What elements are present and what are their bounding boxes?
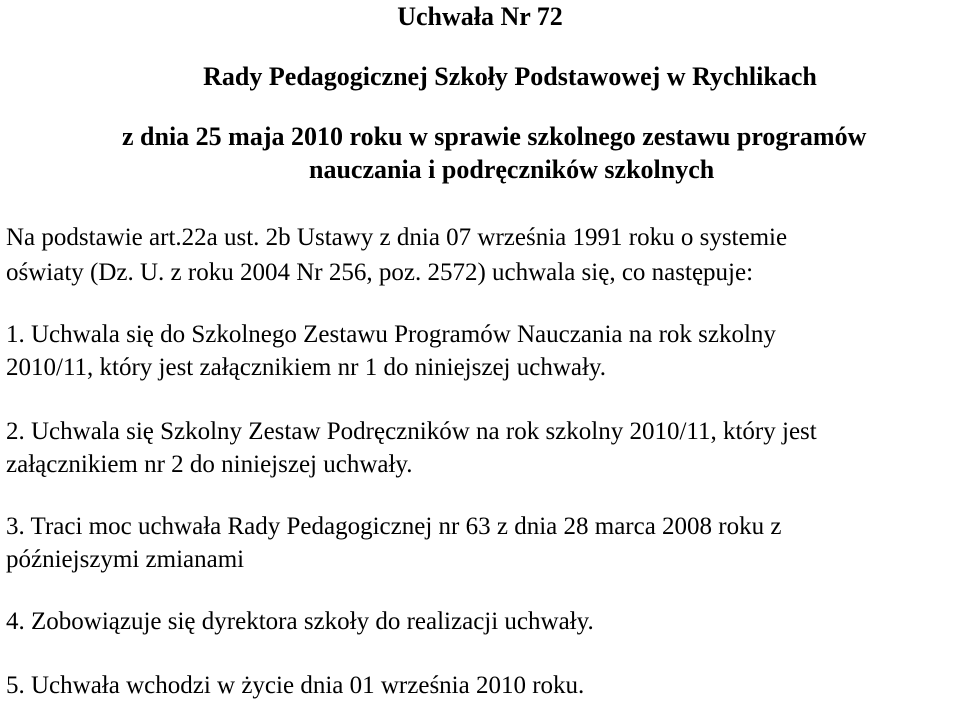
point-3-line-2: późniejszymi zmianami	[6, 546, 245, 573]
heading-line-2: nauczania i podręczników szkolnych	[309, 155, 715, 184]
point-2-line-2: załącznikiem nr 2 do niniejszej uchwały.	[6, 451, 413, 478]
point-4: 4. Zobowiązuje się dyrektora szkoły do realizacji uchwały.	[6, 608, 594, 635]
point-2-line-1: 2. Uchwala się Szkolny Zestaw Podręczników na rok szkolny 2010/11, który jest	[6, 418, 817, 445]
heading-line-1: z dnia 25 maja 2010 roku w sprawie szkolnego zestawu programów	[122, 122, 867, 151]
point-5: 5. Uchwała wchodzi w życie dnia 01 września 2010 roku.	[6, 672, 585, 699]
point-1-line-2: 2010/11, który jest załącznikiem nr 1 do niniejszej uchwały.	[6, 354, 607, 381]
point-1-line-1: 1. Uchwala się do Szkolnego Zestawu Programów Nauczania na rok szkolny	[6, 321, 776, 348]
document-title: Uchwała Nr 72	[397, 2, 563, 31]
document-subtitle: Rady Pedagogicznej Szkoły Podstawowej w Rychlikach	[203, 62, 817, 91]
point-3-line-1: 3. Traci moc uchwała Rady Pedagogicznej nr 63 z dnia 28 marca 2008 roku z	[6, 513, 782, 540]
preamble-line-1: Na podstawie art.22a ust. 2b Ustawy z dnia 07 września 1991 roku o systemie	[6, 224, 788, 251]
preamble-line-2: oświaty (Dz. U. z roku 2004 Nr 256, poz. 2572) uchwala się, co następuje:	[6, 259, 754, 286]
